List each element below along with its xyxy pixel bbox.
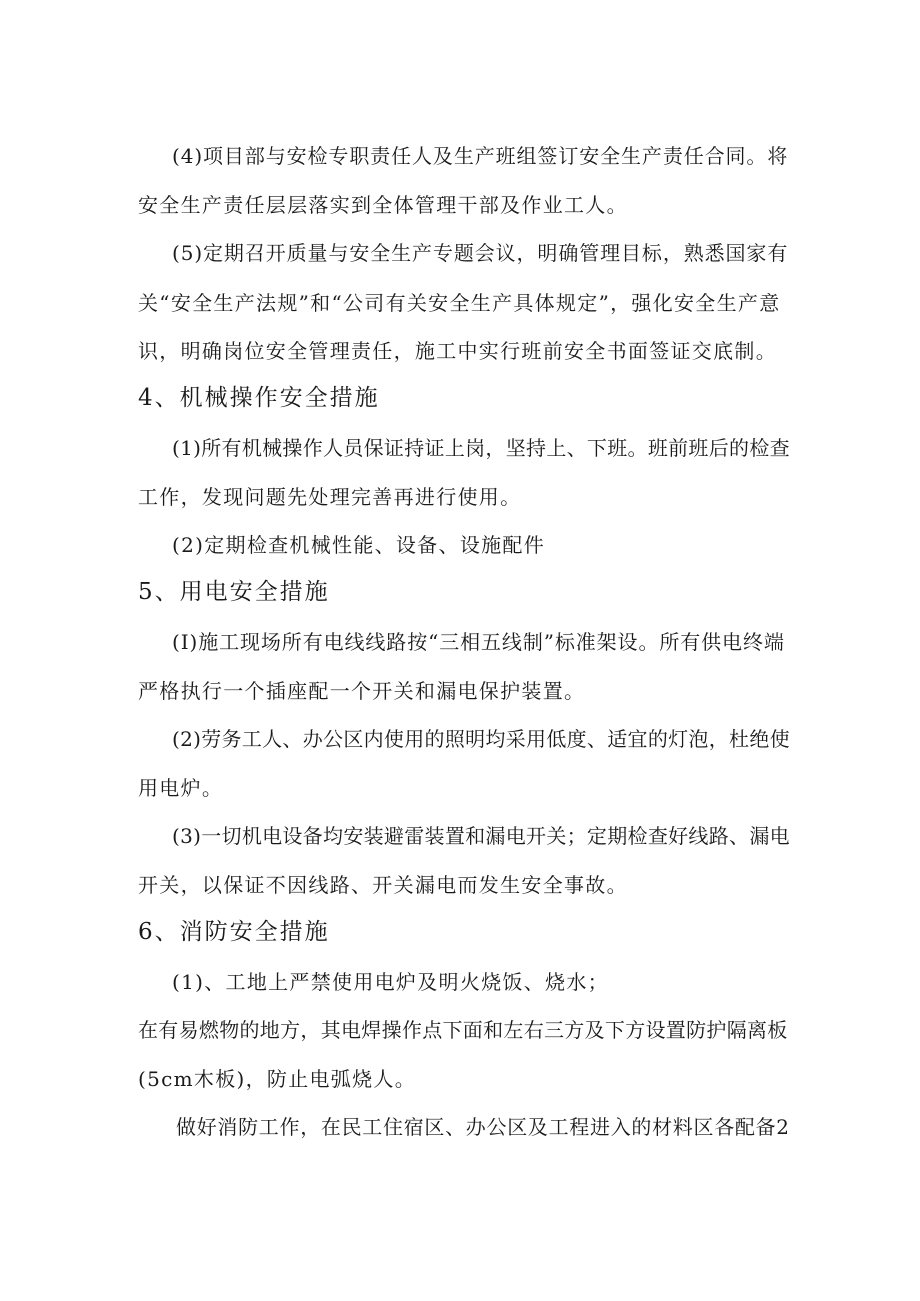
para5-line3: 识，明确岗位安全管理责任，施工中实行班前安全书面签证交底制。 (138, 339, 777, 363)
section6-item2-line2: (5cm木板)，防止电弧烧人。 (138, 1067, 416, 1091)
para4-line2: 安全生产责任层层落实到全体管理干部及作业工人。 (138, 193, 628, 217)
section4-item2-line1: (2)定期检查机械性能、设备、设施配件 (172, 533, 546, 557)
section5-item3-line2: 开关，以保证不因线路、开关漏电而发生安全事故。 (138, 873, 628, 897)
section5-heading: 5、用电安全措施 (138, 579, 330, 605)
section4-heading: 4、机械操作安全措施 (138, 385, 380, 411)
section5-item2-line1: (2)劳务工人、办公区内使用的照明均采用低度、适宜的灯泡，杜绝使 (172, 727, 790, 751)
section6-item3-line1: 做好消防工作，在民工住宿区、办公区及工程进入的材料区各配备2 (176, 1115, 790, 1139)
section6-item1-line1: (1)、工地上严禁使用电炉及明火烧饭、烧水； (172, 970, 609, 994)
section4-item1-line2: 工作，发现问题先处理完善再进行使用。 (138, 485, 522, 509)
para4-line1: (4)项目部与安检专职责任人及生产班组签订安全生产责任合同。将 (172, 144, 789, 168)
section5-item1-line1: (I)施工现场所有电线线路按“三相五线制”标准架设。所有供电终端 (172, 630, 785, 654)
section4-item1-line1: (1)所有机械操作人员保证持证上岗，坚持上、下班。班前班后的检查 (172, 436, 790, 460)
para5-line1: (5)定期召开质量与安全生产专题会议，明确管理目标，熟悉国家有 (172, 241, 789, 265)
section5-item3-line1: (3)一切机电设备均安装避雷装置和漏电开关；定期检查好线路、漏电 (172, 824, 790, 848)
section5-item2-line2: 用电炉。 (138, 776, 224, 800)
para5-line2: 关“安全生产法规”和“公司有关安全生产具体规定”，强化安全生产意 (138, 291, 781, 315)
section6-heading: 6、消防安全措施 (138, 919, 330, 945)
section5-item1-line2: 严格执行一个插座配一个开关和漏电保护装置。 (138, 679, 586, 703)
section6-item2-line1: 在有易燃物的地方，其电焊操作点下面和左右三方及下方设置防护隔离板 (138, 1018, 788, 1042)
